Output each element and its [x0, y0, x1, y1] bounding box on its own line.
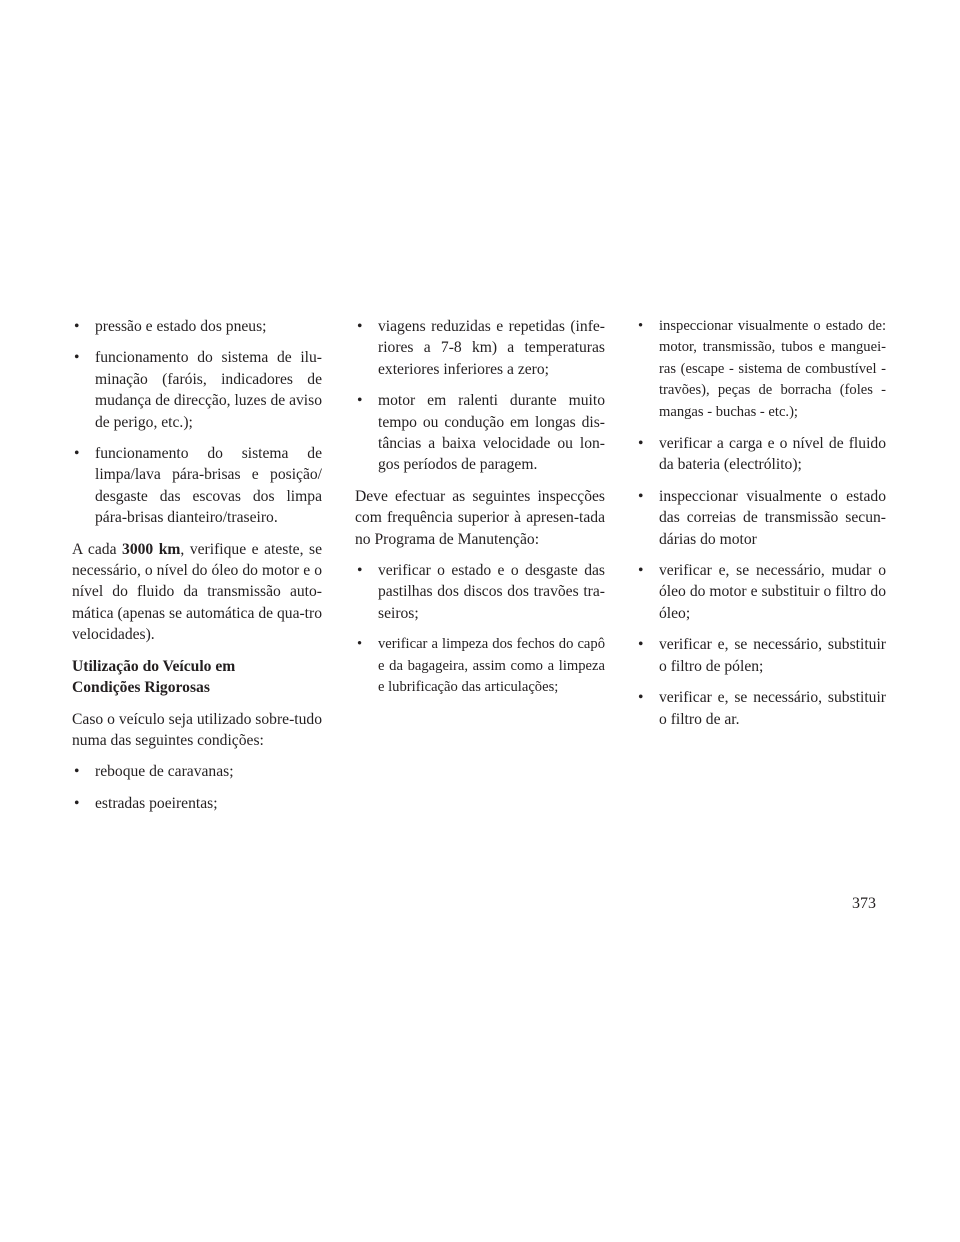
list-item: • reboque de caravanas;: [72, 761, 322, 782]
section-heading: [72, 656, 322, 699]
conditions-intro: Caso o veículo seja utilizado sobre-tudo numa das seguintes condições:: [72, 710, 322, 749]
interval-distance: 3000 km: [122, 540, 181, 558]
list-item: • verificar e, se necessário, substituir o filtro de ar.: [636, 687, 886, 730]
page-number: 373: [852, 895, 876, 912]
list-item: • viagens reduzidas e repetidas (infe-riores a 7-8 km) a temperaturas exteriores inferiores a zero;: [355, 316, 605, 380]
list-item: • verificar o estado e o desgaste das pastilhas dos discos dos travões tra-seiros;: [355, 560, 605, 624]
list-item: • verificar a carga e o nível de fluido da bateria (electrólito);: [636, 433, 886, 476]
list-item: • verificar e, se necessário, mudar o óleo do motor e substituir o filtro do óleo;: [636, 560, 886, 624]
left-column: [72, 316, 322, 824]
list-item: • pressão e estado dos pneus;: [72, 316, 322, 337]
inspections-intro: Deve efectuar as seguintes inspecções com frequência superior à apresen-tada no Programa de Manutenção:: [355, 487, 605, 548]
list-item: • verificar e, se necessário, substituir o filtro de pólen;: [636, 634, 886, 677]
list-item: • funcionamento do sistema de ilu-minação (faróis, indicadores de mudança de direcção, luzes de aviso de perigo, etc.);: [72, 347, 322, 433]
section-heading-line1: Utilização do Veículo em: [72, 657, 236, 675]
interval-prefix: A cada: [72, 540, 123, 558]
list-item: • funcionamento do sistema de limpa/lava pára-brisas e posição/ desgaste das escovas dos limpa pára-brisas dianteiro/traseiro.: [72, 443, 322, 529]
middle-column: [355, 316, 605, 709]
interval-suffix: , verifique e ateste, se necessário, o nível do óleo do motor e o nível do fluido da transmissão auto-mática (apenas se automática de qua-tro velocidades).: [72, 540, 322, 644]
list-item: • motor em ralenti durante muito tempo ou condução em longas dis-tâncias a baixa velocidade ou lon-gos períodos de paragem.: [355, 390, 605, 476]
list-item: • verificar a limpeza dos fechos do capô e da bagageira, assim como a limpeza e lubrificação das articulações;: [355, 634, 605, 698]
list-item: • inspeccionar visualmente o estado de: motor, transmissão, tubos e manguei-ras (escape - sistema de combustível - travões), peças de borracha (foles - mangas - buchas - etc.);: [636, 316, 886, 423]
service-interval-paragraph: [72, 539, 322, 646]
right-column: [636, 316, 886, 740]
section-heading-line2: Condições Rigorosas: [72, 679, 210, 697]
list-item: • estradas poeirentas;: [72, 793, 322, 814]
list-item: • inspeccionar visualmente o estado das correias de transmissão secun-dárias do motor: [636, 486, 886, 550]
